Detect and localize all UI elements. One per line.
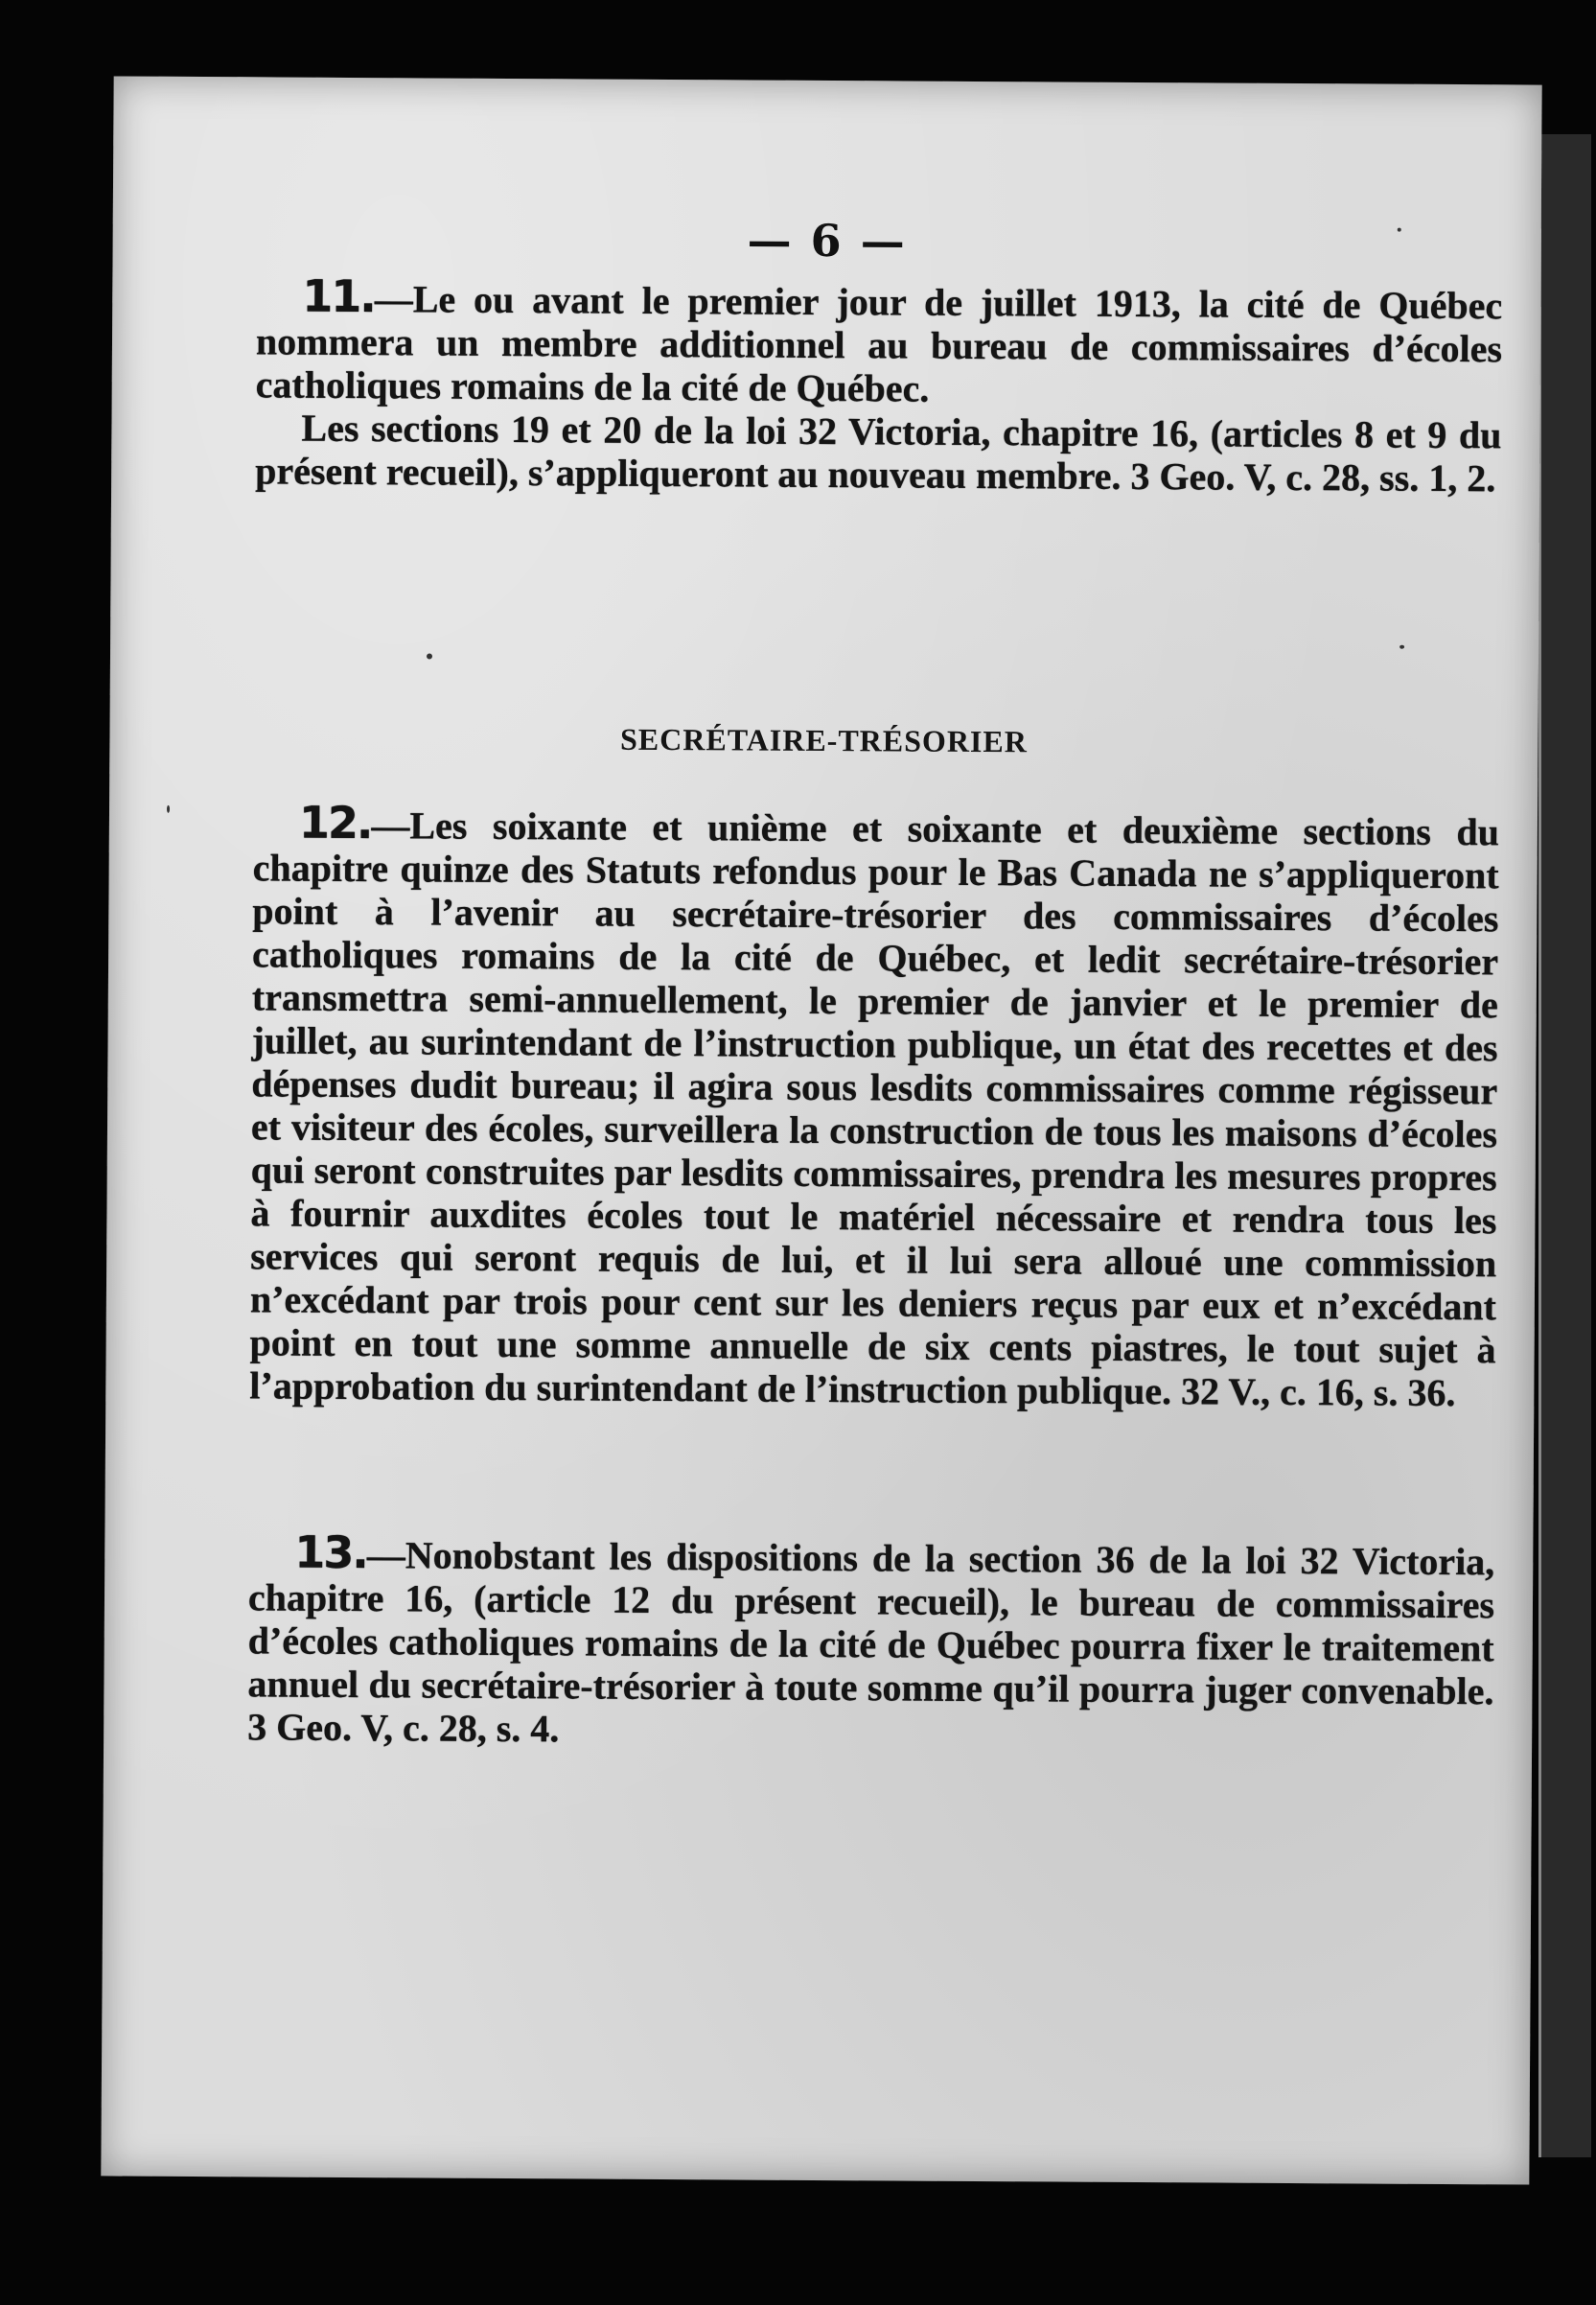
page-number: — 6 —	[747, 214, 907, 268]
scan-speck	[1399, 645, 1404, 649]
scan-speck	[167, 805, 170, 813]
section-12-text: —Les soixante et unième et soixante et deuxième sections du chapitre quinze des Statuts refondus pour le Bas Canada ne s’appliqueront point à l’avenir au secrétaire-trésorier des commissaires d’écoles catholiques romains de la cité de Québec, et ledit secrétaire-trésorier transmettra semi-annuellement, le premier de janvier et le premier de juillet, au surintendant de l’instruction publique, un état des recettes et des dépenses dudit bureau; il agira sous lesdits commissaires comme régisseur et visiteur des écoles, surveillera la construction de tous les maisons d’écoles qui seront construites par lesdits commissaires, prendra les mesures propres à fournir auxdites écoles tout le matériel nécessaire et rendra tous les services qui seront requis de lui, et il lui sera alloué une commission n’excédant par trois pour cent sur les deniers reçus par eux et n’excédant point en tout une somme annuelle de six cents piastres, le tout sujet à l’approbation du surintendant de l’instruction publique. 32 V., c. 16, s. 36.	[249, 803, 1500, 1415]
section-12-paragraph	[249, 796, 1500, 1415]
scan-speck	[1398, 228, 1401, 232]
section-11-number: 11.	[302, 269, 375, 323]
section-13-number: 13.	[294, 1525, 367, 1579]
scan-speck	[427, 653, 432, 659]
document-page	[101, 76, 1541, 2184]
adjacent-page-edge	[1538, 134, 1591, 2157]
section-11-text: —Le ou avant le premier jour de juillet 1913, la cité de Québec nommera un membre additionnel au bureau de commissaires d’écoles catholiques romains de la cité de Québec.	[255, 277, 1503, 410]
section-12-number: 12.	[298, 796, 372, 850]
section-13	[247, 1525, 1495, 1756]
section-11	[255, 269, 1503, 501]
section-heading: SECRÉTAIRE-TRÉSORIER	[619, 721, 1029, 759]
section-11-paragraph-1	[255, 269, 1503, 413]
section-12	[249, 796, 1500, 1415]
section-13-paragraph	[247, 1525, 1495, 1756]
section-11-paragraph-2: Les sections 19 et 20 de la loi 32 Victoria, chapitre 16, (articles 8 et 9 du présent recueil), s’appliqueront au nouveau membre. 3 Geo. V, c. 28, ss. 1, 2.	[255, 406, 1502, 501]
section-13-text: —Nonobstant les dispositions de la section 36 de la loi 32 Victoria, chapitre 16, (article 12 du présent recueil), le bureau de commissaires d’écoles catholiques romains de la cité de Québec pourra fixer le traitement annuel du secrétaire-trésorier à toute somme qu’il pourra juger convenable. 3 Geo. V, c. 28, s. 4.	[247, 1533, 1495, 1751]
